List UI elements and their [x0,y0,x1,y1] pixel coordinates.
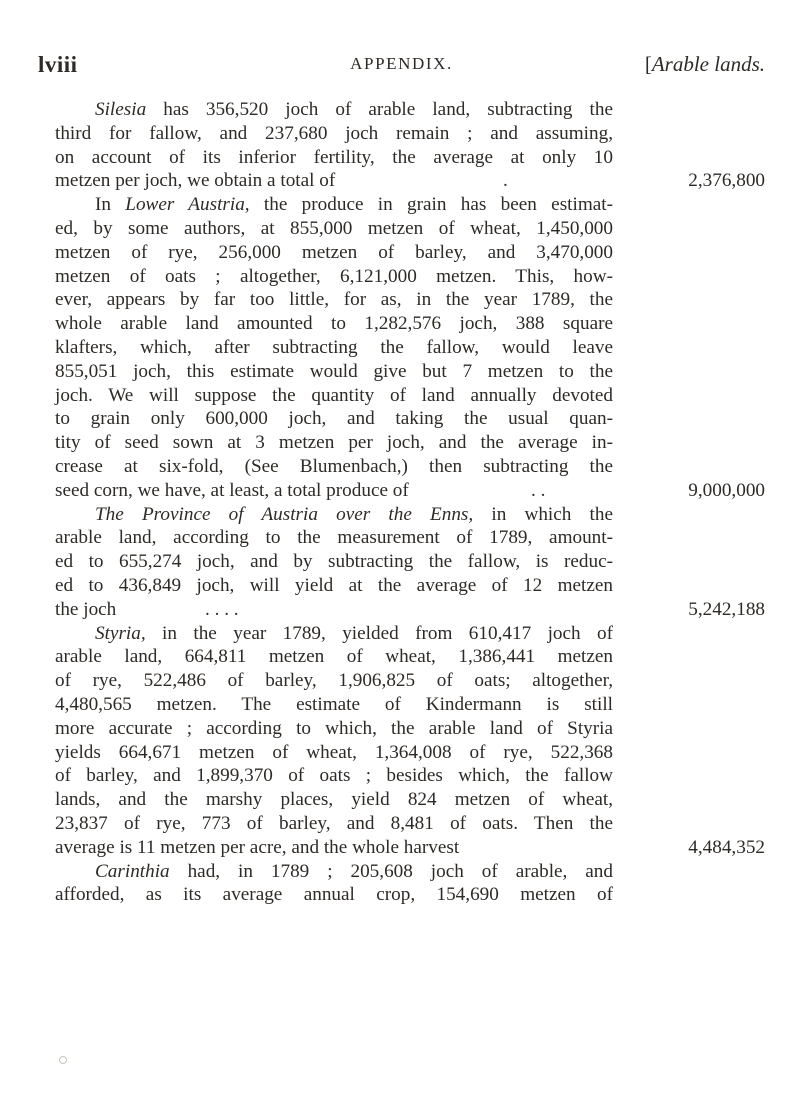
text-line [55,741,613,765]
line-text: had, in 1789 ; 205,608 joch of arable, and [169,860,613,882]
text-line [55,812,613,836]
text-line-with-total [55,598,765,622]
running-title: APPENDIX. [350,54,453,73]
section-tag-text: Arable lands. [651,52,765,76]
text-line [55,288,613,312]
line-text: the joch [55,598,117,620]
total-amount-austria-over-the-enns: 5,242,188 [688,598,765,620]
text-line [55,98,613,122]
total-amount-silesia: 2,376,800 [688,170,765,192]
text-line [55,503,613,527]
line-text: klafters, which, after subtracting the fallow, would leave [55,336,613,358]
line-text: whole arable land amounted to 1,282,576 joch, 388 square [55,313,613,335]
text-line [55,241,613,265]
text-line [55,693,613,717]
text-line [55,764,613,788]
line-text: on account of its inferior fertility, the average at only 10 [55,146,613,168]
section-tag-bracket: [ [644,52,652,76]
text-line [55,265,613,289]
text-line [55,717,613,741]
text-line [55,122,613,146]
line-text: has 356,520 joch of arable land, subtracting the [146,99,613,120]
line-text: tity of seed sown at 3 metzen per joch, and the average in- [55,432,613,454]
text-line [55,407,613,431]
text-line: In Lower Austria, the produce in grain has been estimat- [95,194,613,216]
page-header [38,52,765,82]
line-text: metzen of oats ; altogether, 6,121,000 metzen. This, how- [55,265,613,287]
text-line [55,312,613,336]
body-text [55,98,765,907]
dot-leaders: . [503,170,508,192]
line-text: arable land, 664,811 metzen of wheat, 1,386,441 metzen [55,646,613,668]
line-text: 23,837 of rye, 773 of barley, and 8,481 of oats. Then the [55,812,613,834]
text-line [55,860,613,884]
text-line [55,217,613,241]
text-line [55,622,613,646]
text-line [55,788,613,812]
place-name-lower-austria: Lower Austria, [125,194,250,216]
text-line [55,336,613,360]
place-name-carinthia: Carinthia [95,860,170,882]
text-line [55,360,613,384]
section-tag [645,52,765,77]
line-text: third for fallow, and 237,680 joch remain ; and assuming, [55,122,613,144]
total-amount-lower-austria: 9,000,000 [688,479,765,501]
line-text: metzen per joch, we obtain a total of [55,170,336,192]
line-text: ed to 436,849 joch, will yield at the average of 12 metzen [55,574,613,596]
text-line [55,146,613,170]
line-text: crease at six-fold, (See Blumenbach,) then subtracting the [55,455,613,477]
total-amount-styria: 4,484,352 [688,836,765,858]
place-name-styria: Styria, [95,622,146,644]
text-line [55,645,613,669]
line-text: afforded, as its average annual crop, 154,690 metzen of [55,884,613,906]
line-text: 855,051 joch, this estimate would give but 7 metzen to the [55,360,613,382]
line-text: in which the [473,503,613,525]
line-text: metzen of rye, 256,000 metzen of barley, and 3,470,000 [55,241,613,263]
line-text: in the year 1789, yielded from 610,417 joch of [145,622,613,644]
text-line [55,431,613,455]
text-line [55,526,613,550]
line-text: of rye, 522,486 of barley, 1,906,825 of oats; altogether, [55,670,613,692]
place-name-austria-over-the-enns: The Province of Austria over the Enns, [95,503,474,525]
line-text: seed corn, we have, at least, a total produce of [55,479,409,501]
dot-leaders: . . [531,479,546,501]
line-text: ed, by some authors, at 855,000 metzen of wheat, 1,450,000 [55,217,613,239]
text-line-with-total [55,169,765,193]
place-name-silesia: Silesia [95,99,147,120]
text-line-with-total [55,479,765,503]
text-line [55,455,613,479]
text-line [55,669,613,693]
line-text: ever, appears by far too little, for as, in the year 1789, the [55,289,613,311]
line-text: the produce in grain has been estimat- [249,194,613,216]
line-text: to grain only 600,000 joch, and taking the usual quan- [55,408,613,430]
dot-leaders: . . . . [205,598,239,620]
line-text: average is 11 metzen per acre, and the whole harvest [55,836,460,858]
line-text: 4,480,565 metzen. The estimate of Kindermann is still [55,693,613,715]
line-text: lands, and the marshy places, yield 824 metzen of wheat, [55,789,613,811]
line-text: of barley, and 1,899,370 of oats ; besides which, the fallow [55,765,613,787]
text-line [55,384,613,408]
line-text: more accurate ; according to which, the arable land of Styria [55,717,613,739]
text-line [55,550,613,574]
text-line [55,883,613,907]
line-text: ed to 655,274 joch, and by subtracting the fallow, is reduc- [55,551,613,573]
line-text: joch. We will suppose the quantity of land annually devoted [55,384,613,406]
line-text: yields 664,671 metzen of wheat, 1,364,008 of rye, 522,368 [55,741,613,763]
text-line [55,574,613,598]
line-text: arable land, according to the measurement of 1789, amount- [55,527,613,549]
paper-speck-mark [59,1056,67,1064]
text-line-with-total [55,836,765,860]
page-number: lviii [38,52,78,77]
